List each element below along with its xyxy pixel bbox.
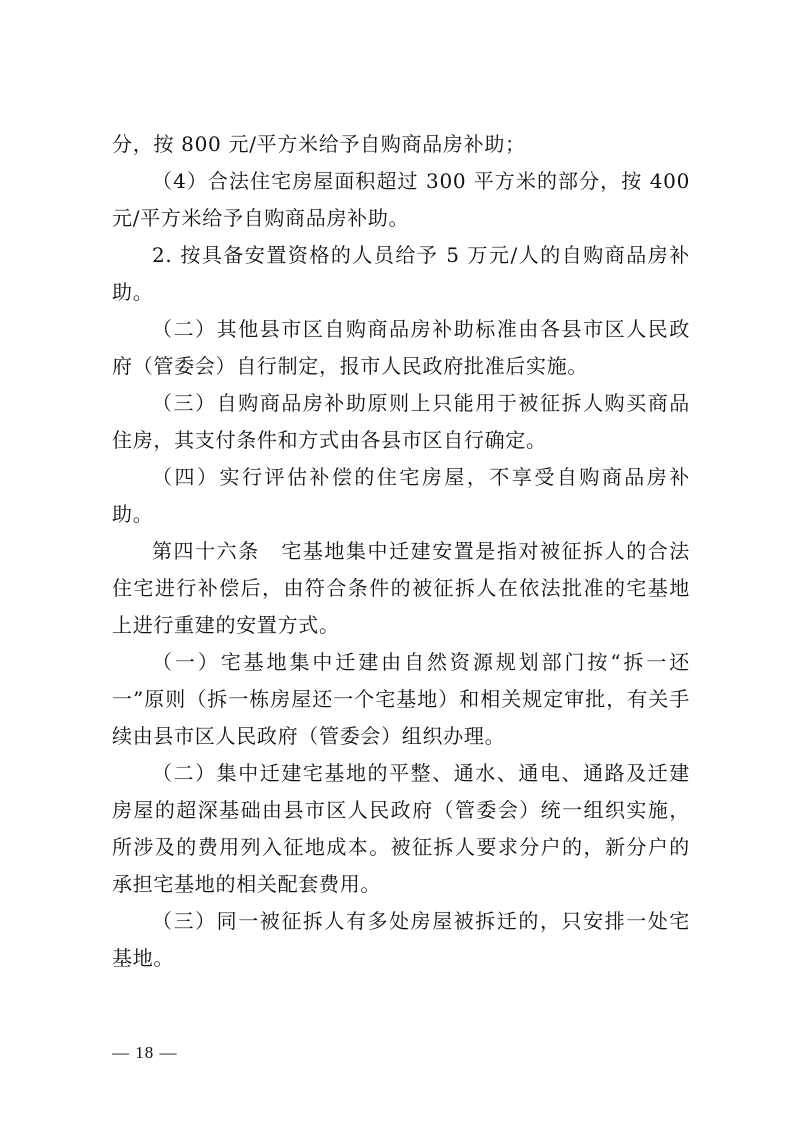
body-text [112,126,690,977]
paragraph-section-3: （三）自购商品房补助原则上只能用于被征拆人购买商品住房，其支付条件和方式由各县市区自行确定。 [112,391,690,452]
paragraph-article-46: 第四十六条 宅基地集中迁建安置是指对被征拆人的合法住宅进行补偿后，由符合条件的被征拆人在依法批准的宅基地上进行重建的安置方式。 [112,539,690,637]
paragraph-article-46-item-1: （一）宅基地集中迁建由自然资源规划部门按“拆一还一”原则（拆一栋房屋还一个宅基地）和相关规定审批，有关手续由县市区人民政府（管委会）组织办理。 [112,650,690,748]
paragraph-item-2: 2. 按具备安置资格的人员给予 5 万元/人的自购商品房补助。 [112,243,690,304]
page-number: — 18 — [112,1043,178,1062]
paragraph-section-4: （四）实行评估补偿的住宅房屋，不享受自购商品房补助。 [112,465,690,526]
paragraph-article-46-item-2: （二）集中迁建宅基地的平整、通水、通电、通路及迁建房屋的超深基础由县市区人民政府（管委会）统一组织实施，所涉及的费用列入征地成本。被征拆人要求分户的，新分户的承担宅基地的相关配套费用。 [112,761,690,896]
paragraph-section-2: （二）其他县市区自购商品房补助标准由各县市区人民政府（管委会）自行制定，报市人民政府批准后实施。 [112,317,690,378]
paragraph-continuation: 分，按 800 元/平方米给予自购商品房补助； [112,132,526,156]
paragraph-item-4: （4）合法住宅房屋面积超过 300 平方米的部分，按 400 元/平方米给予自购商品房补助。 [112,169,690,230]
paragraph-article-46-item-3: （三）同一被征拆人有多处房屋被拆迁的，只安排一处宅基地。 [112,909,690,970]
